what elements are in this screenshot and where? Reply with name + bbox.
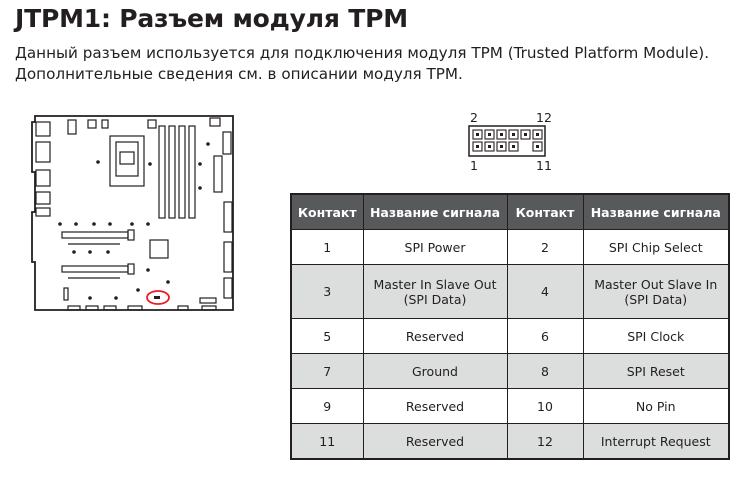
signal-name: Reserved — [363, 389, 507, 424]
pin-number: 4 — [507, 265, 583, 319]
signal-name: Master Out Slave In (SPI Data) — [583, 265, 729, 319]
pin-number: 11 — [291, 424, 363, 460]
table-header-row — [291, 194, 729, 230]
pin-number: 7 — [291, 354, 363, 389]
pin-number: 3 — [291, 265, 363, 319]
pin-number: 9 — [291, 389, 363, 424]
signal-name: SPI Reset — [583, 354, 729, 389]
column-header-signal: Название сигнала — [583, 194, 729, 230]
pin-header-diagram — [458, 108, 568, 178]
pin-number: 5 — [291, 319, 363, 354]
signal-name: SPI Chip Select — [583, 230, 729, 265]
description-text: Данный разъем используется для подключения модуля TPM (Trusted Platform Module). Дополнительные сведения см. в описании модуля TPM. — [15, 44, 710, 83]
signal-name: Reserved — [363, 319, 507, 354]
pinout-table — [290, 193, 730, 460]
table-row — [291, 265, 729, 319]
signal-name: SPI Clock — [583, 319, 729, 354]
pin-label-bottom-right: 11 — [536, 158, 552, 173]
signal-name: Master In Slave Out (SPI Data) — [363, 265, 507, 319]
pin-number: 1 — [291, 230, 363, 265]
signal-name: Interrupt Request — [583, 424, 729, 460]
page-title: JTPM1: Разъем модуля TPM — [15, 4, 408, 33]
pin-label-top-left: 2 — [470, 110, 478, 125]
pin-header-icon — [468, 125, 548, 157]
motherboard-diagram — [28, 112, 240, 315]
table-row — [291, 230, 729, 265]
pin-number: 12 — [507, 424, 583, 460]
signal-name: Ground — [363, 354, 507, 389]
signal-name: SPI Power — [363, 230, 507, 265]
signal-name: Reserved — [363, 424, 507, 460]
table-row — [291, 424, 729, 460]
column-header-pin: Контакт — [507, 194, 583, 230]
table-row — [291, 319, 729, 354]
jtpm1-location-marker — [154, 296, 160, 299]
signal-name: No Pin — [583, 389, 729, 424]
pin-number: 6 — [507, 319, 583, 354]
column-header-signal: Название сигнала — [363, 194, 507, 230]
table-row — [291, 354, 729, 389]
pin-number: 8 — [507, 354, 583, 389]
pin-label-top-right: 12 — [536, 110, 552, 125]
table-row — [291, 389, 729, 424]
column-header-pin: Контакт — [291, 194, 363, 230]
pin-number: 10 — [507, 389, 583, 424]
pin-label-bottom-left: 1 — [470, 158, 478, 173]
pin-number: 2 — [507, 230, 583, 265]
